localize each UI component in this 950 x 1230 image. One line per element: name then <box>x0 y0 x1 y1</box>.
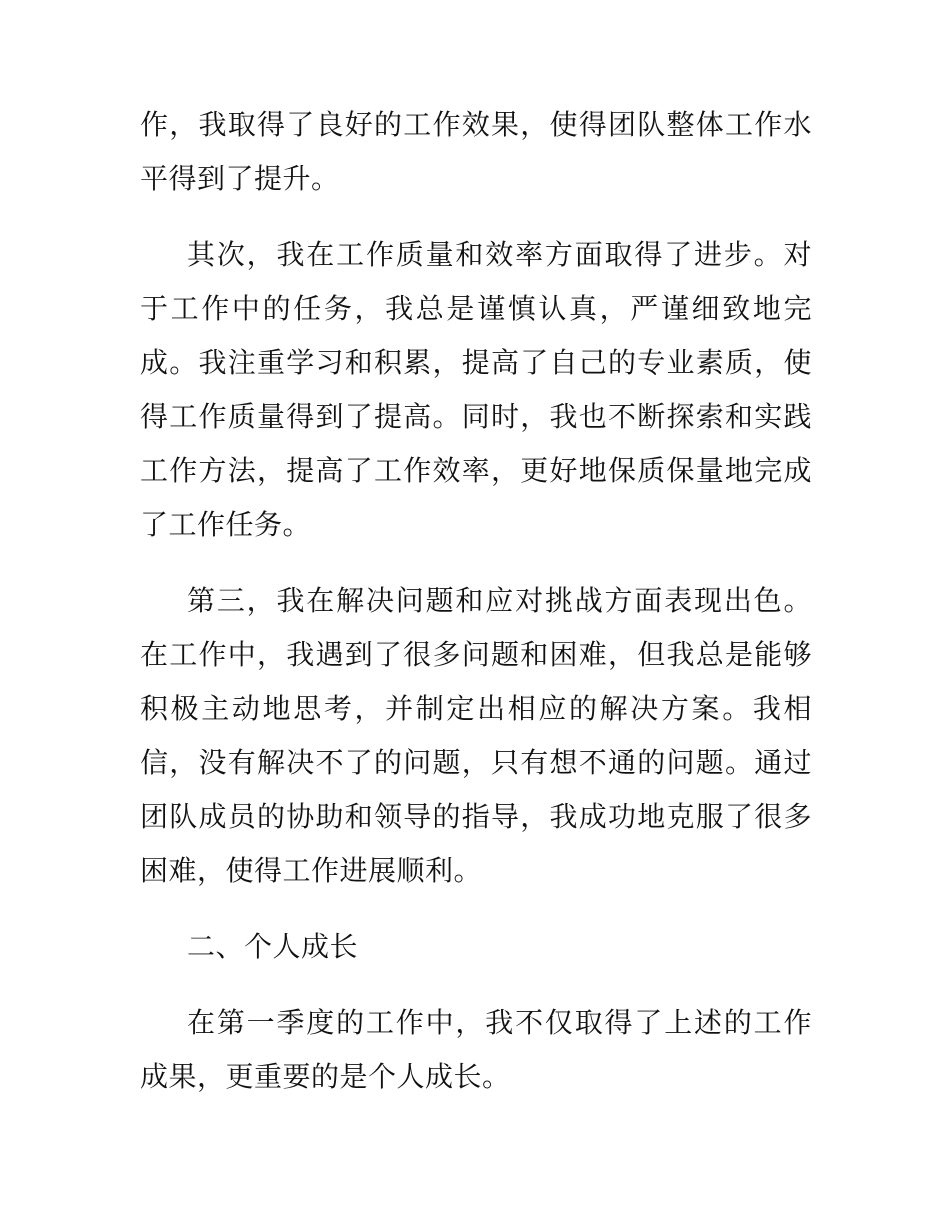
paragraph-quality-efficiency: 其次，我在工作质量和效率方面取得了进步。对于工作中的任务，我总是谨慎认真，严谨细致地完成。我注重学习和积累，提高了自己的专业素质，使得工作质量得到了提高。同时，我也不断探索和实践工作方法，提高了工作效率，更好地保质保量地完成了工作任务。 <box>140 238 812 541</box>
document-body <box>140 98 812 1126</box>
paragraph-continuation: 作，我取得了良好的工作效果，使得团队整体工作水平得到了提升。 <box>140 108 812 195</box>
section-heading-personal-growth: 二、个人成长 <box>187 930 359 963</box>
paragraph-personal-growth: 在第一季度的工作中，我不仅取得了上述的工作成果，更重要的是个人成长。 <box>140 1006 812 1093</box>
paragraph-problem-solving: 第三，我在解决问题和应对挑战方面表现出色。在工作中，我遇到了很多问题和困难，但我总是能够积极主动地思考，并制定出相应的解决方案。我相信，没有解决不了的问题，只有想不通的问题。通过团队成员的协助和领导的指导，我成功地克服了很多困难，使得工作进展顺利。 <box>140 584 812 887</box>
